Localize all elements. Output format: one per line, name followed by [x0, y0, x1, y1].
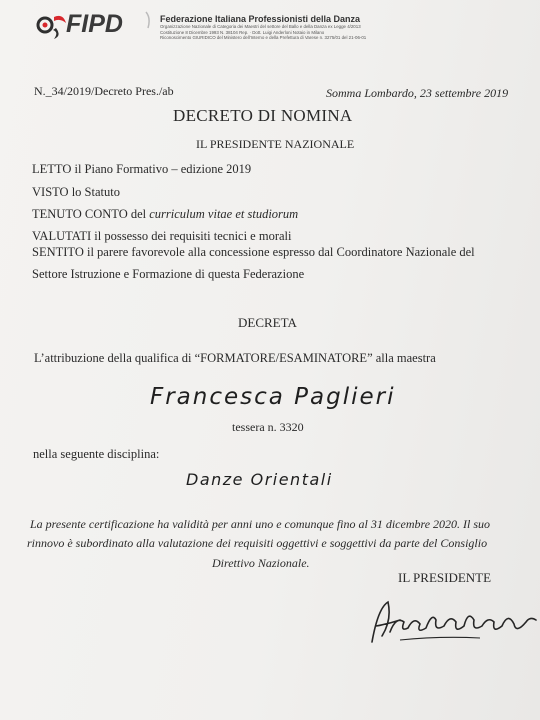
decreta-heading: DECRETA: [238, 315, 297, 330]
place-date: Somma Lombardo, 23 settembre 2019: [326, 86, 509, 100]
preamble-italic-text: curriculum vitae et studiorum: [149, 207, 299, 221]
certification-line: La presente certificazione ha validità per anni uno e comunque fino al 31 dicembre 2020. Il suo: [30, 517, 491, 531]
organization-block: [160, 14, 445, 41]
preamble-line: [32, 207, 298, 222]
page-title: DECRETO DI NOMINA: [173, 106, 353, 125]
person-name: Francesca Paglieri: [150, 384, 396, 410]
tessera-number: tessera n. 3320: [232, 420, 304, 434]
certification-line: rinnovo è subordinato alla valutazione dei requisiti oggettivi e soggettivi da parte del Consiglio: [27, 536, 488, 550]
preamble-line: Settore Istruzione e Formazione di questa Federazione: [32, 267, 305, 281]
signature: [360, 590, 540, 650]
organization-line: Organizzazione Nazionale di Categoria dei Maestri del settore del Ballo e della Danza ex Legge 4/2013: [160, 24, 361, 29]
discipline-name: Danze Orientali: [186, 470, 333, 489]
preamble-line: VISTO lo Statuto: [32, 185, 120, 199]
preamble-line: VALUTATI il possesso dei requisiti tecnici e morali: [32, 229, 292, 243]
organization-line: Riconoscimento GIURIDICO del Ministero dell'Interno e della Prefettura di Varese n. 3275/01 del 21-06-01: [160, 35, 367, 40]
discipline-label: nella seguente disciplina:: [33, 447, 160, 461]
preamble-line: SENTITO il parere favorevole alla concessione espresso dal Coordinatore Nazionale del: [32, 245, 475, 259]
organization-name: Federazione Italiana Professionisti della Danza: [160, 14, 361, 24]
preamble-line: LETTO il Piano Formativo – edizione 2019: [32, 162, 252, 176]
organization-line: Costituzione 8 Dicembre 1993 N. 38104 Rep. · Dott. Luigi Anderloni Notaio in Milano: [160, 29, 325, 35]
protocol-number: N._34/2019/Decreto Pres./ab: [34, 84, 174, 98]
certification-line: Direttivo Nazionale.: [212, 556, 310, 570]
preamble-text: TENUTO CONTO del: [32, 207, 150, 221]
signatory-title: IL PRESIDENTE: [398, 570, 492, 585]
logo-wordmark: FIPD: [66, 10, 123, 38]
page-subtitle: IL PRESIDENTE NAZIONALE: [196, 137, 355, 151]
attribution-text: L’attribuzione della qualifica di “FORMATORE/ESAMINATORE” alla maestra: [34, 351, 436, 365]
